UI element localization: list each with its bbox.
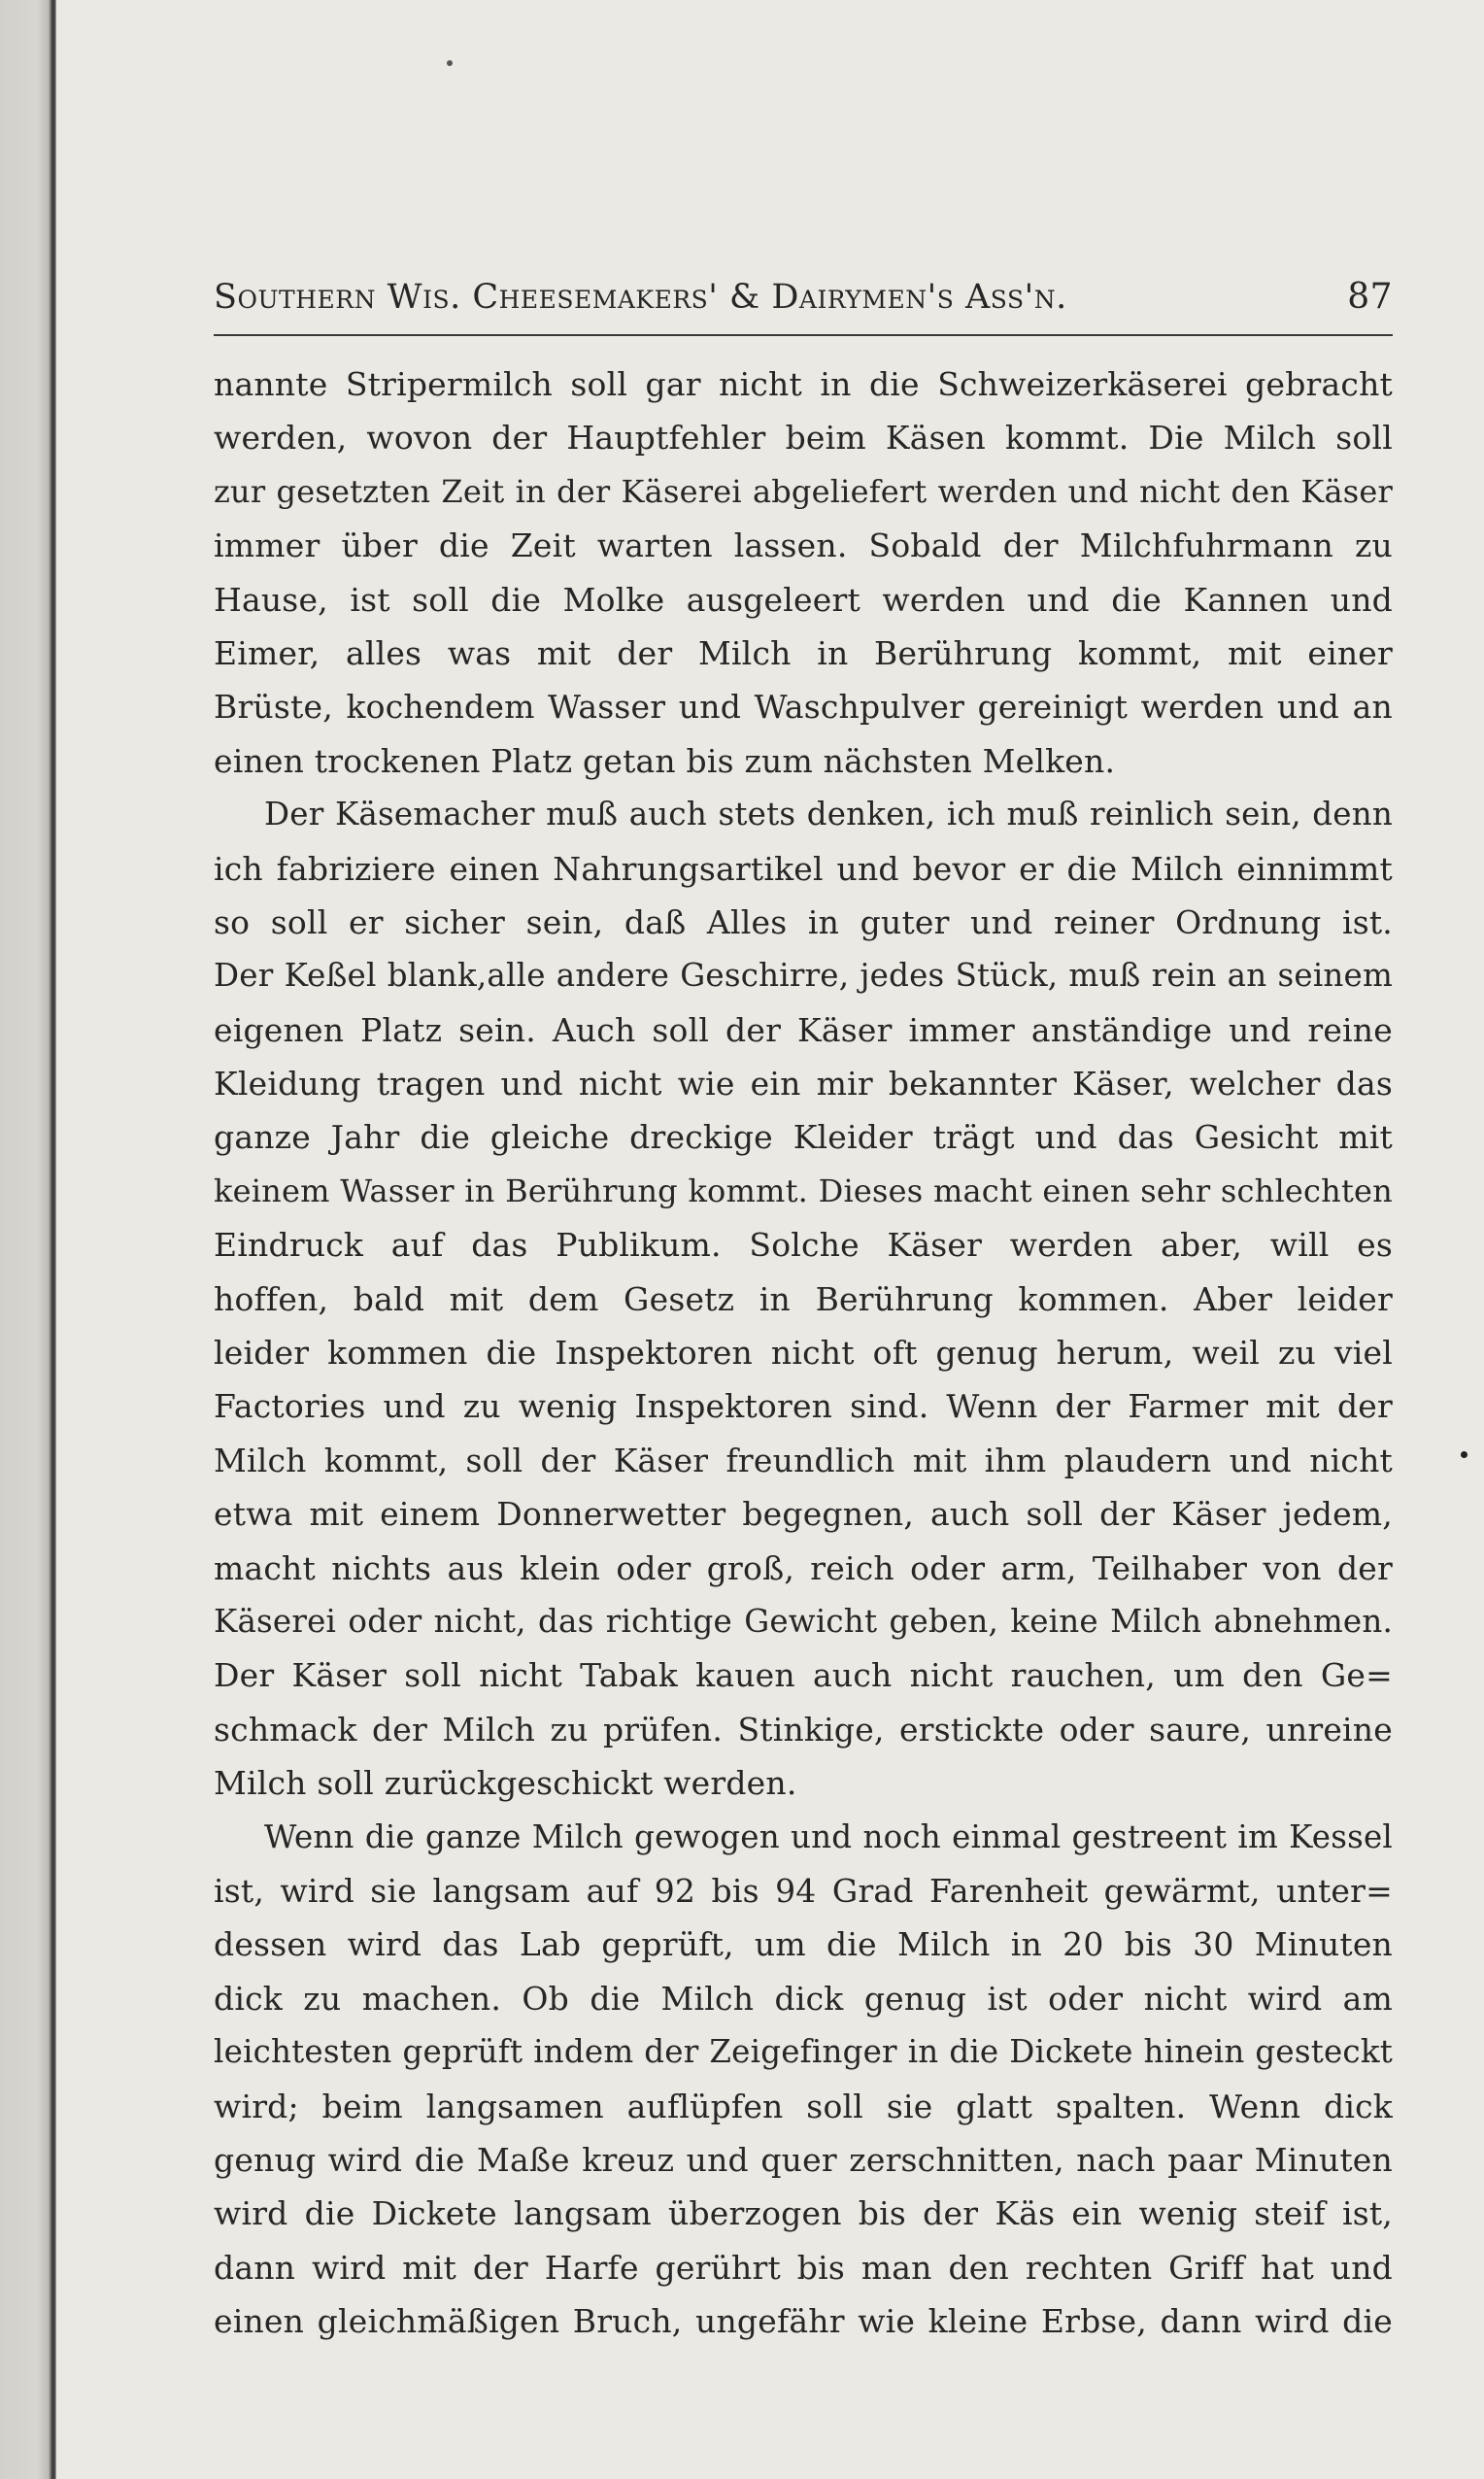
running-header-title: Southern Wis. Cheesemakers' & Dairymen's Ass'n.: [214, 278, 1067, 317]
text-line: Kleidung tragen und nicht wie ein mir bekannter Käser, welcher das: [214, 1065, 1393, 1104]
page-number: 87: [1347, 277, 1393, 317]
text-line: ist, wird sie langsam auf 92 bis 94 Grad Farenheit gewärmt, unter=: [214, 1871, 1393, 1910]
text-line: Factories und zu wenig Inspektoren sind. Wenn der Farmer mit der: [214, 1387, 1393, 1426]
text-line: genug wird die Maße kreuz und quer zerschnitten, nach paar Minuten: [214, 2140, 1393, 2179]
text-line: eigenen Platz sein. Auch soll der Käser immer anständige und reine: [214, 1010, 1393, 1049]
ink-speck: [1461, 1451, 1467, 1458]
text-line: ich fabriziere einen Nahrungsartikel und bevor er die Milch einnimmt: [214, 849, 1393, 888]
running-header: [214, 255, 1393, 317]
text-line: hoffen, bald mit dem Gesetz in Berührung kommen. Aber leider: [214, 1279, 1393, 1318]
text-line: einen gleichmäßigen Bruch, ungefähr wie kleine Erbse, dann wird die: [214, 2302, 1393, 2341]
text-line: so soll er sicher sein, daß Alles in guter und reiner Ordnung ist.: [214, 902, 1393, 941]
text-line: dick zu machen. Ob die Milch dick genug ist oder nicht wird am: [214, 1979, 1393, 2018]
text-line: Milch soll zurückgeschickt werden.: [214, 1764, 797, 1803]
text-line: wird die Dickete langsam überzogen bis der Käs ein wenig steif ist,: [214, 2194, 1393, 2233]
text-line: wird; beim langsamen auflüpfen soll sie glatt spalten. Wenn dick: [214, 2087, 1393, 2125]
text-line: Brüste, kochendem Wasser und Waschpulver gereinigt werden und an: [214, 688, 1393, 727]
header-rule: [214, 334, 1393, 336]
text-line: dessen wird das Lab geprüft, um die Milch in 20 bis 30 Minuten: [214, 1925, 1393, 1964]
text-line: Milch kommt, soll der Käser freundlich mit ihm plaudern und nicht: [214, 1441, 1393, 1479]
text-line: schmack der Milch zu prüfen. Stinkige, erstickte oder saure, unreine: [214, 1710, 1393, 1749]
page-binding-edge: [0, 0, 56, 2479]
text-line: zur gesetzten Zeit in der Käserei abgeliefert werden und nicht den Käser: [214, 472, 1393, 510]
text-line: Wenn die ganze Milch gewogen und noch einmal gestreent im Kessel: [264, 1817, 1393, 1855]
text-line: dann wird mit der Harfe gerührt bis man den rechten Griff hat und: [214, 2248, 1393, 2287]
text-line: werden, wovon der Hauptfehler beim Käsen kommt. Die Milch soll: [214, 419, 1393, 458]
ink-speck: [447, 60, 453, 66]
text-line: Hause, ist soll die Molke ausgeleert werden und die Kannen und: [214, 580, 1393, 619]
text-line: immer über die Zeit warten lassen. Sobald der Milchfuhrmann zu: [214, 526, 1393, 565]
text-line: leichtesten geprüft indem der Zeigefinger in die Dickete hinein gesteckt: [214, 2033, 1393, 2071]
text-line: Eindruck auf das Publikum. Solche Käser werden aber, will es: [214, 1226, 1393, 1265]
body-text: [214, 357, 1393, 2348]
text-line: etwa mit einem Donnerwetter begegnen, auch soll der Käser jedem,: [214, 1495, 1393, 1534]
text-line: Käserei oder nicht, das richtige Gewicht geben, keine Milch abnehmen.: [214, 1602, 1393, 1640]
text-line: keinem Wasser in Berührung kommt. Dieses macht einen sehr schlechten: [214, 1172, 1393, 1209]
text-line: Eimer, alles was mit der Milch in Berührung kommt, mit einer: [214, 633, 1393, 672]
text-line: nannte Stripermilch soll gar nicht in die Schweizerkäserei gebracht: [214, 365, 1393, 403]
text-line: macht nichts aus klein oder groß, reich oder arm, Teilhaber von der: [214, 1548, 1393, 1587]
text-line: Der Käsemacher muß auch stets denken, ich muß reinlich sein, denn: [264, 796, 1393, 833]
text-line: leider kommen die Inspektoren nicht oft genug herum, weil zu viel: [214, 1334, 1393, 1373]
text-line: ganze Jahr die gleiche dreckige Kleider trägt und das Gesicht mit: [214, 1118, 1393, 1157]
text-line: einen trockenen Platz getan bis zum nächsten Melken.: [214, 741, 1116, 780]
text-line: Der Keßel blank,alle andere Geschirre, jedes Stück, muß rein an seinem: [214, 957, 1393, 995]
text-line: Der Käser soll nicht Tabak kauen auch nicht rauchen, um den Ge=: [214, 1656, 1393, 1695]
